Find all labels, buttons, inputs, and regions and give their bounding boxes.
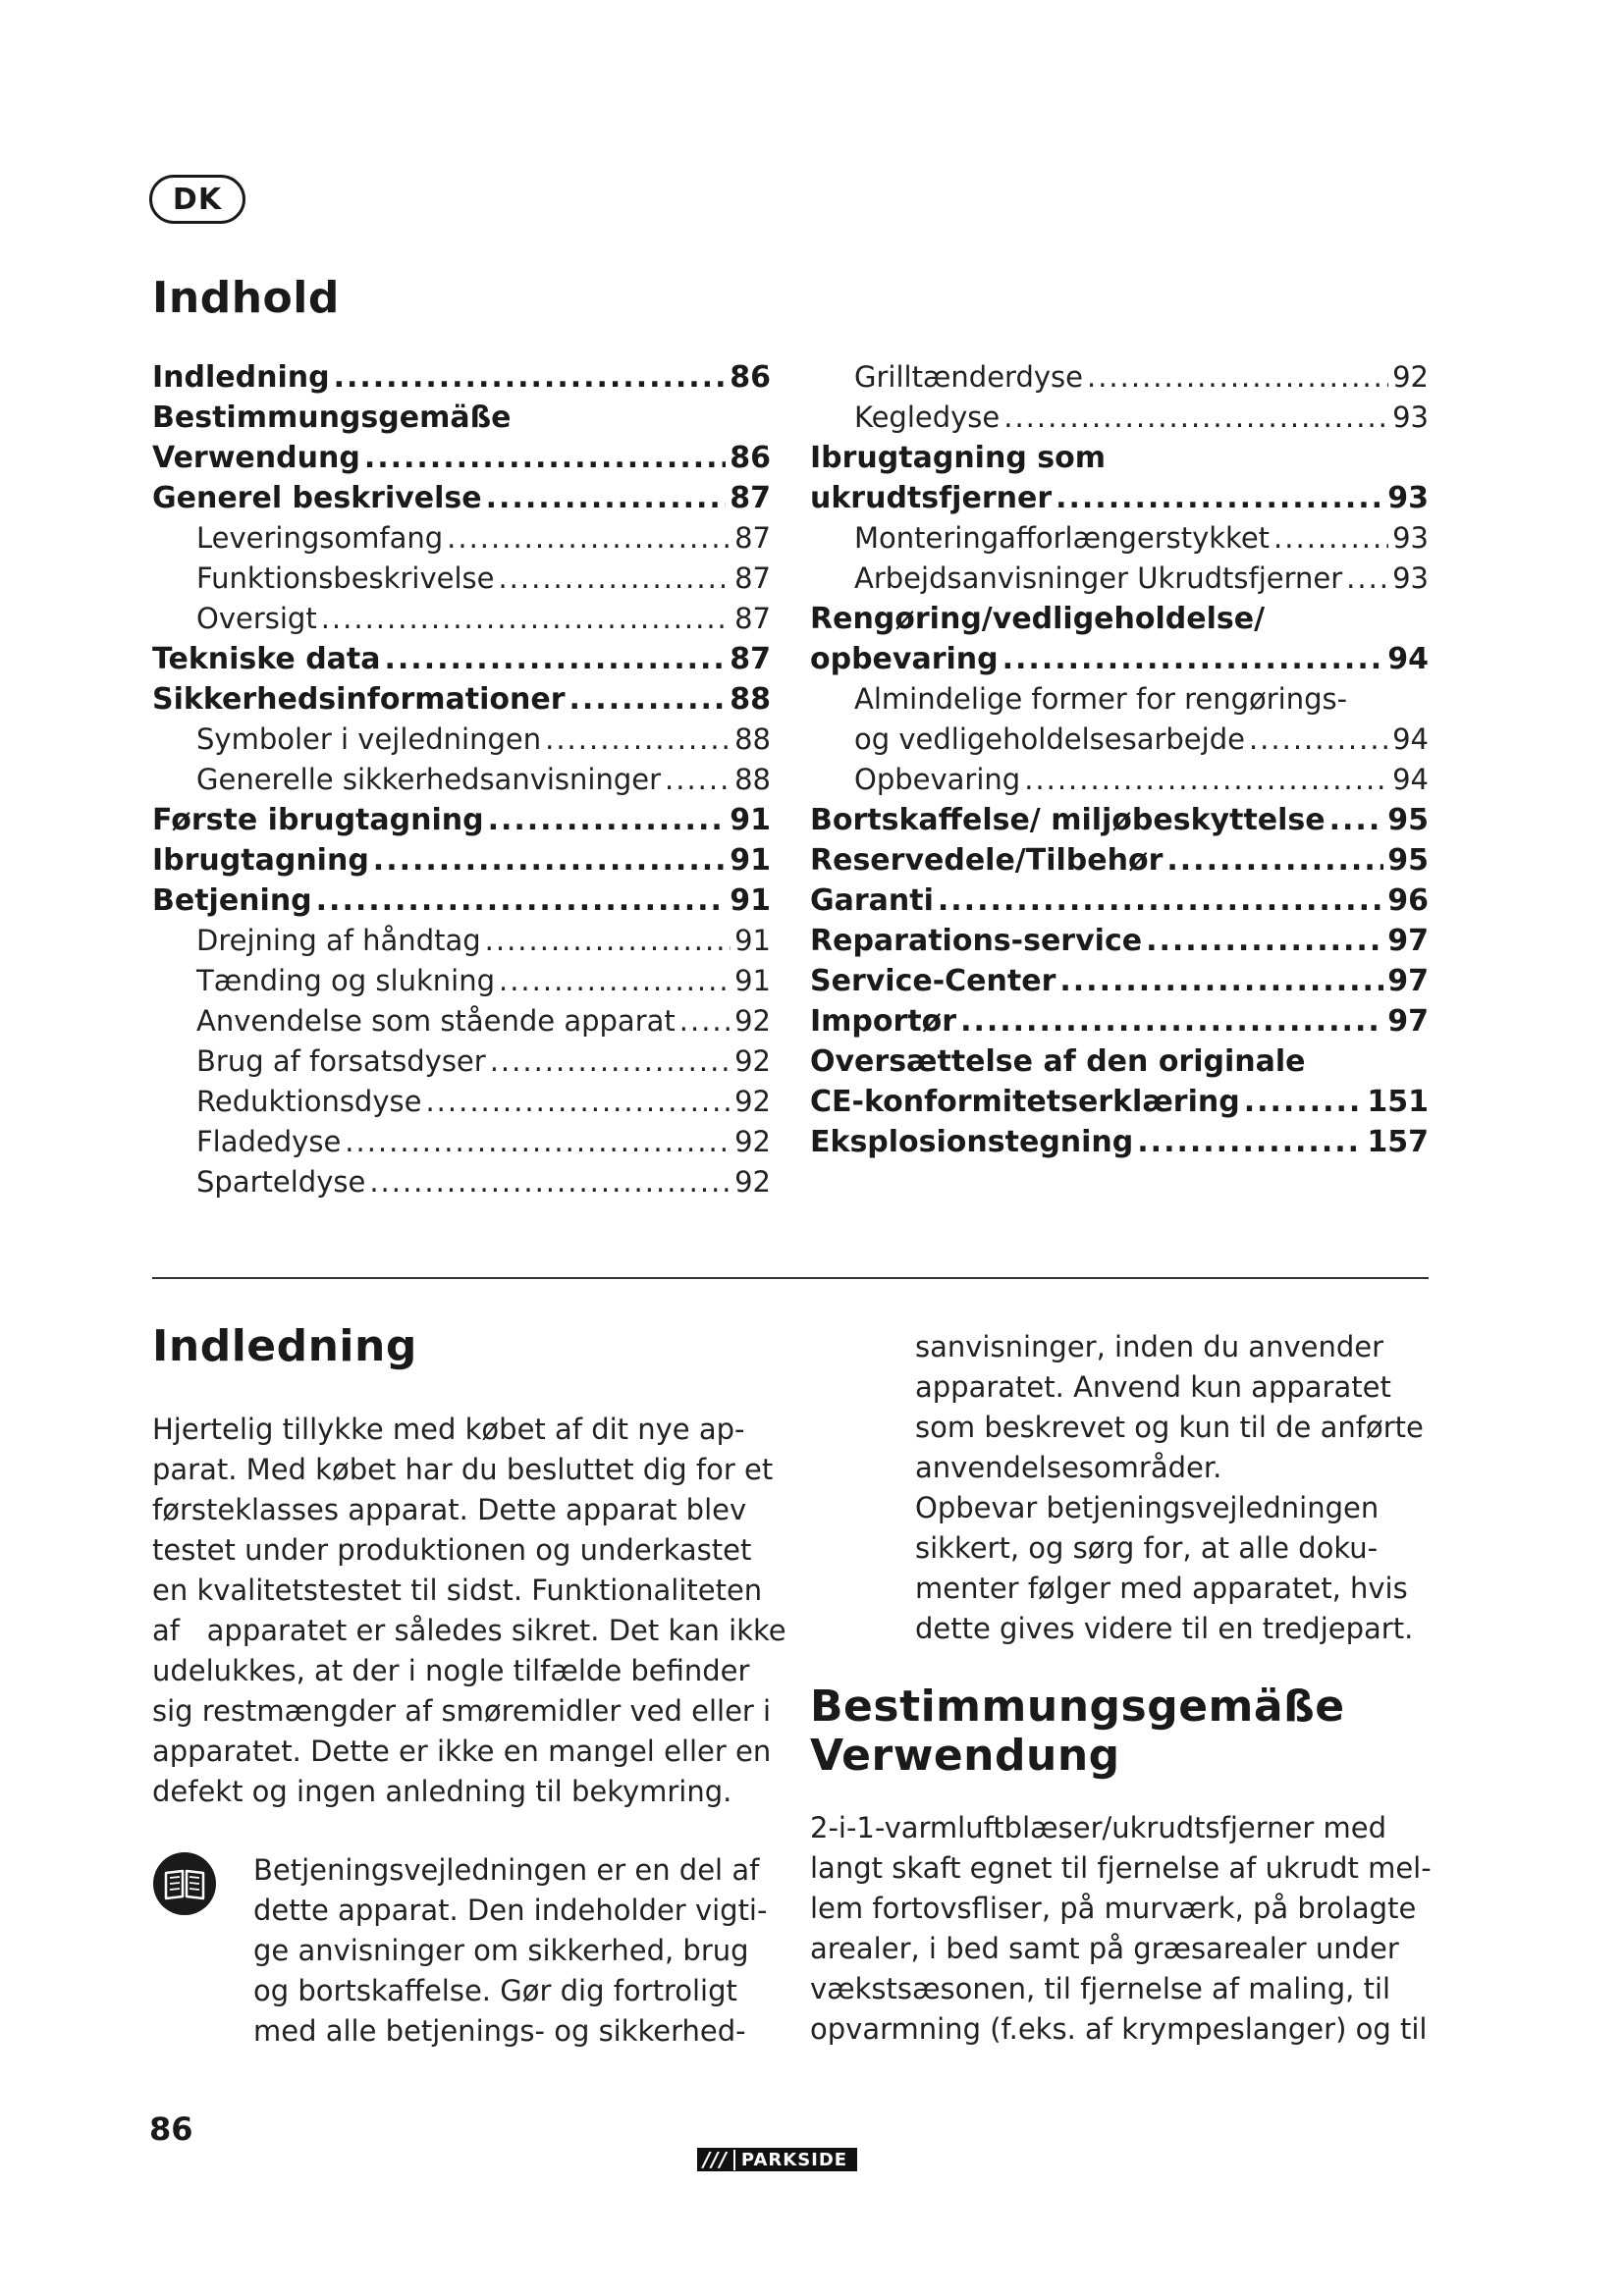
toc-entry-page: 92 [734, 1004, 771, 1038]
toc-entry-title: Indledning [152, 360, 330, 395]
toc-entry-page: 87 [734, 602, 771, 635]
toc-entry-page: 94 [1392, 722, 1429, 756]
toc-entry-page: 91 [730, 883, 771, 918]
toc-entry-title: Tænding og slukning [196, 964, 495, 997]
toc-entry-title: Symboler i vejledningen [196, 722, 542, 756]
toc-entry[interactable] [152, 881, 771, 921]
toc-entry[interactable] [810, 639, 1429, 679]
toc-entry-title: Brug af forsatsdyser [196, 1044, 486, 1078]
toc-entry-title: Garanti [810, 883, 934, 918]
toc-entry[interactable] [152, 921, 771, 961]
toc-entry-title: Betjening [152, 883, 312, 918]
toc-entry[interactable] [152, 961, 771, 1001]
toc-entry[interactable] [810, 679, 1429, 720]
intro-paragraph: Hjertelig tillykke med købet af dit nye ap- parat. Med købet har du besluttet dig for et førsteklasses apparat. Dette apparat blev testet under produktionen og underkastet en kvalitetstestet til sidst. Funktionaliteten af apparatet er således sikret. Det kan ikke udelukkes, at der i nogle tilfælde befinder sig restmængder af smøremidler ved eller i apparatet. Dette er ikke en mangel eller en defekt og ingen anledning til bekymring. [152, 1413, 786, 1808]
logo-stripes: /// [703, 2148, 728, 2171]
toc-leader-dots [1273, 518, 1388, 559]
toc-leader-dots [1056, 478, 1383, 518]
toc-entry-page: 93 [1392, 400, 1429, 434]
toc-entry-page: 151 [1367, 1085, 1429, 1119]
toc-entry-title: Reparations-service [810, 924, 1143, 958]
toc-entry[interactable] [810, 881, 1429, 921]
toc-left-column [152, 357, 771, 1202]
toc-entry-page: 91 [734, 924, 771, 957]
toc-leader-dots [485, 921, 731, 961]
toc-entry-page: 91 [730, 843, 771, 878]
toc-entry-page: 157 [1367, 1125, 1429, 1159]
toc-entry-page: 95 [1387, 803, 1429, 837]
toc-entry-page: 92 [734, 1165, 771, 1199]
toc-entry-page: 93 [1392, 521, 1429, 555]
toc-leader-dots [679, 1001, 731, 1041]
toc-entry[interactable] [152, 438, 771, 478]
toc-entry[interactable] [810, 1001, 1429, 1041]
intro-continued: sanvisninger, inden du anvender apparatet. Anvend kun apparatet som beskrevet og kun til de anførte anvendelsesområder. Opbevar betjeningsvejledningen sikkert, og sørg for, at alle doku- menter følger med apparatet, hvis dette gives videre til en tredjepart. [915, 1330, 1424, 1645]
toc-entry-page: 88 [734, 763, 771, 796]
toc-entry[interactable] [810, 438, 1429, 478]
toc-entry-title: Fladedyse [196, 1125, 342, 1158]
toc-leader-dots [665, 760, 731, 800]
toc-entry[interactable] [152, 559, 771, 599]
intro-heading: Indledning [152, 1321, 417, 1371]
toc-entry-title: Oversættelse af den originale [810, 1044, 1306, 1079]
toc-entry[interactable] [152, 1001, 771, 1041]
toc-entry[interactable] [152, 760, 771, 800]
toc-entry-title: Service-Center [810, 964, 1056, 998]
usage-paragraph: 2-i-1-varmluftblæser/ukrudtsfjerner med langt skaft egnet til fjernelse af ukrudt mel- lem fortovsfliser, på murværk, på brolagte arealer, i bed samt på græsarealer under vækstsæsonen, til fjernelse af maling, til opvarmning (f.eks. af krympeslanger) og til [810, 1811, 1432, 2046]
toc-entry-page: 87 [734, 561, 771, 595]
toc-entry[interactable] [810, 518, 1429, 559]
toc-entry-title: Tekniske data [152, 642, 381, 676]
toc-leader-dots [938, 881, 1383, 921]
toc-entry[interactable] [810, 800, 1429, 840]
toc-leader-dots [345, 1122, 731, 1162]
toc-entry-title: Ibrugtagning som [810, 441, 1106, 475]
toc-leader-dots [1003, 398, 1388, 438]
toc-entry-title: Opbevaring [854, 763, 1021, 796]
toc-leader-dots [545, 720, 731, 760]
toc-entry-page: 94 [1392, 763, 1429, 796]
toc-leader-dots [498, 559, 731, 599]
toc-entry[interactable] [152, 1041, 771, 1082]
toc-leader-dots [490, 1041, 731, 1082]
toc-entry-page: 93 [1387, 481, 1429, 515]
toc-entry[interactable] [810, 961, 1429, 1001]
toc-leader-dots [373, 840, 726, 881]
toc-entry-page: 86 [730, 360, 771, 395]
section-divider [152, 1277, 1429, 1279]
toc-leader-dots [1244, 1082, 1364, 1122]
toc-entry[interactable] [152, 1162, 771, 1202]
toc-entry-title: Verwendung [152, 441, 360, 475]
toc-entry-page: 91 [734, 964, 771, 997]
toc-entry-title: Reduktionsdyse [196, 1085, 422, 1118]
toc-entry-page: 96 [1387, 883, 1429, 918]
language-badge: DK [149, 175, 245, 224]
toc-entry[interactable] [810, 720, 1429, 760]
toc-entry[interactable] [810, 1041, 1429, 1082]
toc-entry-title: Rengøring/vedligeholdelse/ [810, 602, 1266, 636]
page-number: 86 [149, 2110, 193, 2148]
toc-entry-title: Generelle sikkerhedsanvisninger [196, 763, 662, 796]
toc-entry[interactable] [152, 679, 771, 720]
toc-entry-title: Bortskaffelse/ miljøbeskyttelse [810, 803, 1326, 837]
toc-leader-dots [1024, 760, 1388, 800]
toc-leader-dots [1137, 1122, 1363, 1162]
toc-leader-dots [960, 1001, 1383, 1041]
toc-entry-page: 88 [734, 722, 771, 756]
toc-entry-page: 91 [730, 803, 771, 837]
toc-entry-title: opbevaring [810, 642, 999, 676]
toc-entry[interactable] [152, 1082, 771, 1122]
toc-leader-dots [425, 1082, 731, 1122]
toc-entry-page: 92 [734, 1085, 771, 1118]
toc-leader-dots [569, 679, 727, 720]
toc-entry-title: Grilltænderdyse [854, 360, 1083, 394]
toc-entry-page: 92 [734, 1125, 771, 1158]
toc-entry[interactable] [152, 357, 771, 398]
toc-entry-title: Drejning af håndtag [196, 924, 481, 957]
toc-leader-dots [385, 639, 727, 679]
toc-entry-title: Reservedele/Tilbehør [810, 843, 1164, 878]
toc-entry-page: 97 [1387, 964, 1429, 998]
toc-entry-page: 92 [1392, 360, 1429, 394]
toc-entry-page: 87 [734, 521, 771, 555]
toc-entry[interactable] [152, 518, 771, 559]
toc-leader-dots [1146, 921, 1383, 961]
brand-name: PARKSIDE [733, 2150, 857, 2170]
toc-leader-dots [1087, 357, 1388, 398]
toc-entry-title: Leveringsomfang [196, 521, 444, 555]
toc-leader-dots [488, 800, 727, 840]
toc-leader-dots [321, 599, 731, 639]
toc-entry[interactable] [810, 478, 1429, 518]
toc-leader-dots [1329, 800, 1384, 840]
toc-leader-dots [1166, 840, 1383, 881]
toc-title: Indhold [152, 273, 340, 323]
toc-entry-page: 87 [730, 481, 771, 515]
toc-entry-title: Første ibrugtagning [152, 803, 484, 837]
usage-heading: Bestimmungsgemäße Verwendung [810, 1682, 1345, 1781]
toc-entry[interactable] [152, 639, 771, 679]
toc-entry-title: ukrudtsfjerner [810, 481, 1053, 515]
book-icon [152, 1851, 217, 1916]
toc-entry[interactable] [810, 1122, 1429, 1162]
note-paragraph: Betjeningsvejledningen er en del af dette apparat. Den indeholder vigti- ge anvisninger om sikkerhed, brug og bortskaffelse. Gør dig fortroligt med alle betjenings- og sikkerhed- [253, 1853, 768, 2048]
toc-entry[interactable] [152, 599, 771, 639]
toc-right-column [810, 357, 1429, 1162]
toc-leader-dots [1249, 720, 1388, 760]
toc-leader-dots [364, 438, 726, 478]
toc-leader-dots [499, 961, 731, 1001]
toc-entry[interactable] [810, 357, 1429, 398]
toc-entry[interactable] [152, 398, 771, 438]
toc-leader-dots [316, 881, 727, 921]
toc-entry-title: Funktionsbeskrivelse [196, 561, 495, 595]
toc-entry[interactable] [152, 800, 771, 840]
toc-entry-title: Monteringafforlængerstykket [854, 521, 1271, 555]
toc-entry[interactable] [810, 760, 1429, 800]
toc-entry-title: Ibrugtagning [152, 843, 369, 878]
toc-entry-title: Sikkerhedsinformationer [152, 682, 566, 717]
toc-entry[interactable] [810, 921, 1429, 961]
toc-entry-title: og vedligeholdelsesarbejde [854, 722, 1245, 756]
toc-entry-page: 87 [730, 642, 771, 676]
toc-entry-title: Eksplosionstegning [810, 1125, 1134, 1159]
toc-entry-page: 88 [730, 682, 771, 717]
toc-entry-title: Kegledyse [854, 400, 1001, 434]
toc-entry-page: 93 [1392, 561, 1429, 595]
toc-entry-title: Anvendelse som stående apparat [196, 1004, 676, 1038]
toc-entry-title: Generel beskrivelse [152, 481, 482, 515]
toc-entry[interactable] [810, 398, 1429, 438]
toc-entry-title: CE-konformitetserklæring [810, 1085, 1240, 1119]
toc-entry[interactable] [810, 559, 1429, 599]
toc-entry[interactable] [152, 478, 771, 518]
toc-entry[interactable] [810, 599, 1429, 639]
toc-entry-title: Sparteldyse [196, 1165, 366, 1199]
toc-entry-page: 95 [1387, 843, 1429, 878]
toc-entry-page: 97 [1387, 924, 1429, 958]
toc-leader-dots [1059, 961, 1383, 1001]
toc-entry-page: 94 [1387, 642, 1429, 676]
toc-leader-dots [447, 518, 731, 559]
toc-entry[interactable] [152, 1122, 771, 1162]
toc-leader-dots [369, 1162, 731, 1202]
toc-entry-title: Oversigt [196, 602, 317, 635]
toc-entry-title: Importør [810, 1004, 957, 1039]
toc-entry[interactable] [152, 840, 771, 881]
toc-entry[interactable] [810, 840, 1429, 881]
toc-entry-title: Almindelige former for rengørings- [854, 682, 1348, 716]
toc-entry-page: 92 [734, 1044, 771, 1078]
toc-entry-page: 86 [730, 441, 771, 475]
toc-entry[interactable] [810, 1082, 1429, 1122]
toc-entry-title: Arbejdsanvisninger Ukrudtsfjerner [854, 561, 1343, 595]
brand-logo [697, 2148, 857, 2171]
toc-leader-dots [334, 357, 727, 398]
toc-leader-dots [486, 478, 727, 518]
toc-entry-title: Bestimmungsgemäße [152, 400, 512, 435]
toc-leader-dots [1002, 639, 1384, 679]
toc-entry[interactable] [152, 720, 771, 760]
toc-leader-dots [1346, 559, 1388, 599]
toc-entry-page: 97 [1387, 1004, 1429, 1039]
